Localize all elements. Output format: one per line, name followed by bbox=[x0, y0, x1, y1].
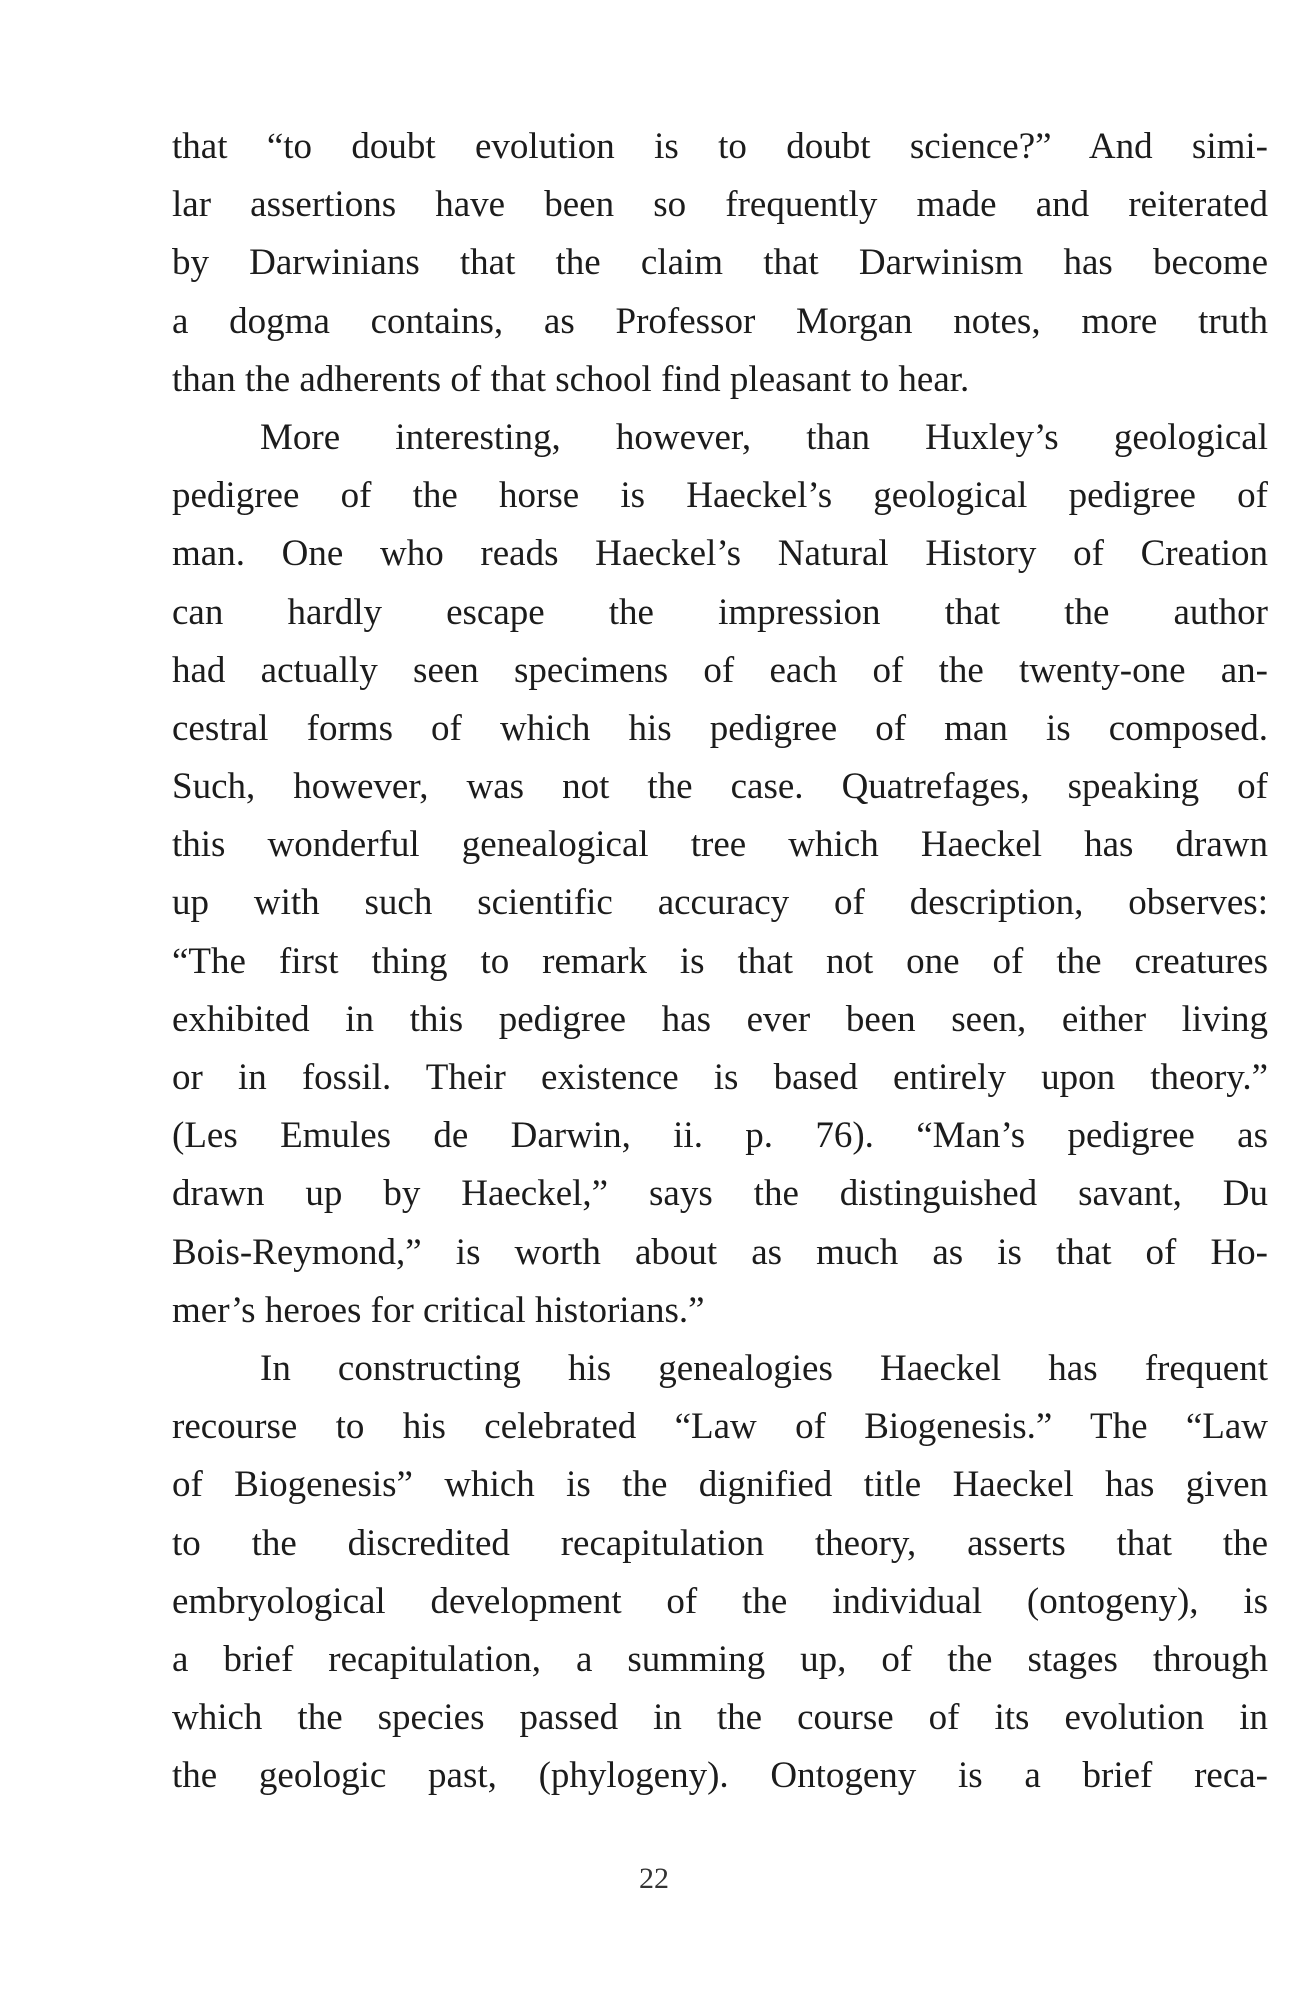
text-line: that “to doubt evolution is to doubt science?” And simi- bbox=[172, 126, 1268, 167]
text-line: exhibited in this pedigree has ever been seen, either living bbox=[172, 998, 1268, 1040]
text-line: can hardly escape the impression that the author bbox=[172, 591, 1268, 633]
text-line: mer’s heroes for critical historians.” bbox=[172, 1289, 705, 1331]
text-line: to the discredited recapitulation theory, asserts that the bbox=[172, 1522, 1268, 1564]
text-line: a brief recapitulation, a summing up, of the stages through bbox=[172, 1638, 1268, 1680]
body-text bbox=[172, 118, 1268, 1805]
text-line: cestral forms of which his pedigree of man is composed. bbox=[172, 707, 1268, 749]
text-line: (Les Emules de Darwin, ii. p. 76). “Man’s pedigree as bbox=[172, 1115, 1268, 1157]
text-line: pedigree of the horse is Haeckel’s geological pedigree of bbox=[172, 475, 1268, 517]
text-line: drawn up by Haeckel,” says the distinguished savant, Du bbox=[172, 1173, 1268, 1215]
text-line: Bois-Reymond,” is worth about as much as is that of Ho- bbox=[172, 1231, 1268, 1273]
text-line: a dogma contains, as Professor Morgan notes, more truth bbox=[172, 300, 1268, 342]
text-line: or in fossil. Their existence is based entirely upon theory.” bbox=[172, 1057, 1268, 1098]
page-number: 22 bbox=[639, 1862, 669, 1895]
text-line: embryological development of the individual (ontogeny), is bbox=[172, 1580, 1268, 1622]
paragraph-start-line: In constructing his genealogies Haeckel has frequent bbox=[260, 1347, 1268, 1389]
text-line: “The first thing to remark is that not one of the creatures bbox=[172, 940, 1268, 982]
text-line: recourse to his celebrated “Law of Biogenesis.” The “Law bbox=[172, 1406, 1268, 1448]
paragraph-start-line: More interesting, however, than Huxley’s geological bbox=[260, 416, 1268, 458]
text-line: this wonderful genealogical tree which Haeckel has drawn bbox=[172, 824, 1268, 866]
text-line: had actually seen specimens of each of the twenty-one an- bbox=[172, 649, 1268, 691]
text-line: Such, however, was not the case. Quatrefages, speaking of bbox=[172, 766, 1268, 808]
text-line: than the adherents of that school find pleasant to hear. bbox=[172, 358, 970, 400]
text-line: which the species passed in the course of its evolution in bbox=[172, 1697, 1268, 1739]
text-line: lar assertions have been so frequently made and reiterated bbox=[172, 184, 1268, 226]
text-line: of Biogenesis” which is the dignified title Haeckel has given bbox=[172, 1464, 1268, 1506]
text-line: man. One who reads Haeckel’s Natural History of Creation bbox=[172, 533, 1268, 575]
text-line: the geologic past, (phylogeny). Ontogeny is a brief reca- bbox=[172, 1755, 1268, 1797]
text-line: by Darwinians that the claim that Darwinism has become bbox=[172, 242, 1268, 284]
text-line: up with such scientific accuracy of description, observes: bbox=[172, 882, 1268, 924]
